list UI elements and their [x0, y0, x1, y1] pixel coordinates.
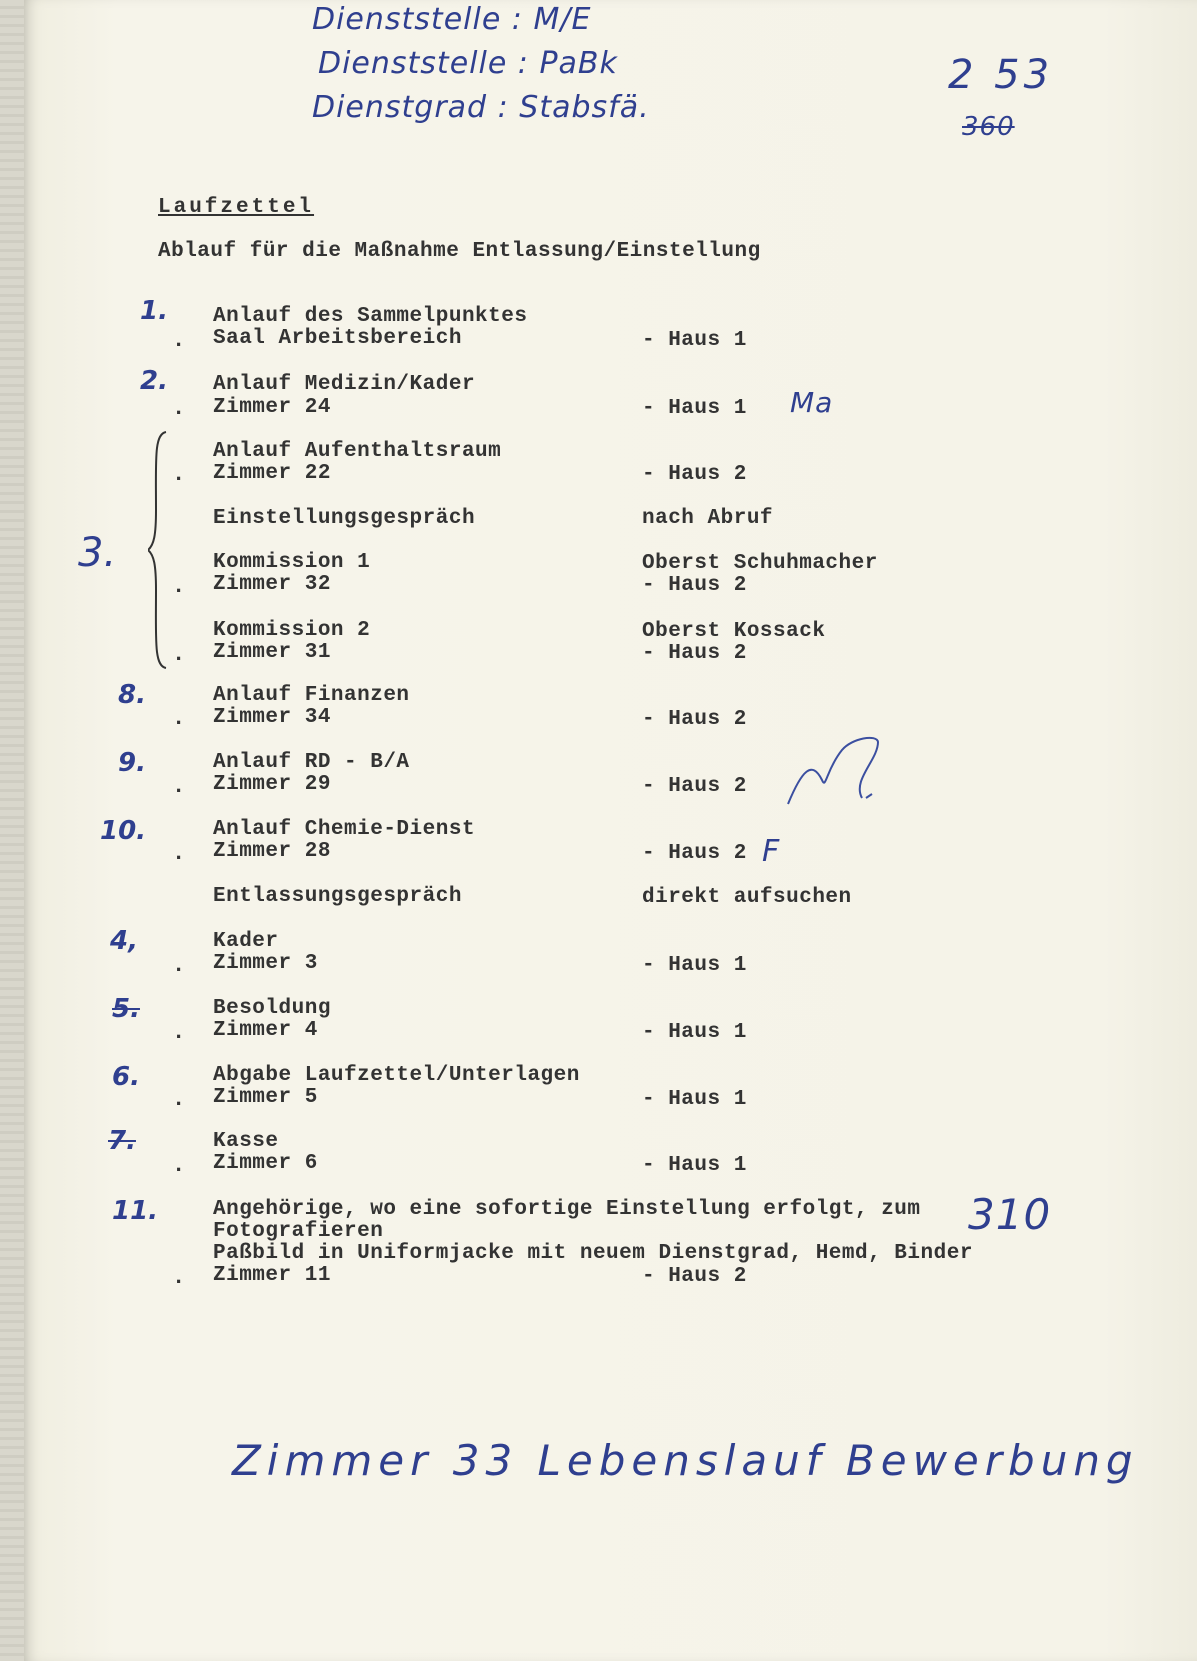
item-line1: Abgabe Laufzettel/Unterlagen	[213, 1064, 580, 1087]
item-location: - Haus 2	[642, 642, 747, 665]
item-line2: Zimmer 34	[213, 706, 331, 729]
bullet-dot: .	[172, 1265, 186, 1290]
bullet-dot: .	[172, 953, 186, 978]
item-location: - Haus 2	[642, 574, 747, 597]
item-line1: Einstellungsgespräch	[213, 507, 476, 530]
handwritten-item-number: 9.	[118, 748, 146, 778]
bullet-dot: .	[172, 1153, 186, 1178]
item-line1: Anlauf Finanzen	[213, 684, 410, 707]
item-line1: Kasse	[213, 1130, 279, 1153]
item-line1: Entlassungsgespräch	[213, 885, 462, 908]
item-location: - Haus 1	[642, 329, 747, 352]
item-line1: Anlauf Aufenthaltsraum	[213, 440, 502, 463]
handwritten-dienststelle-line-2: Dienststelle : PaBk	[318, 46, 618, 81]
item-line4: Zimmer 11	[213, 1264, 331, 1287]
item-line2: Zimmer 29	[213, 773, 331, 796]
item-line1: Anlauf Medizin/Kader	[213, 373, 476, 396]
item-note: Oberst Schuhmacher	[642, 552, 878, 575]
item-note: Oberst Kossack	[642, 620, 826, 643]
bullet-dot: .	[172, 328, 186, 353]
bullet-dot: .	[172, 774, 186, 799]
bullet-dot: .	[172, 841, 186, 866]
item-line2: Zimmer 3	[213, 952, 318, 975]
item-line2: Zimmer 5	[213, 1086, 318, 1109]
handwritten-item-number: 8.	[118, 680, 146, 710]
handwritten-item-number: 1.	[140, 296, 168, 326]
item-location: - Haus 1	[642, 1088, 747, 1111]
bullet-dot: .	[172, 396, 186, 421]
handwritten-item-number: 2.	[140, 366, 168, 396]
handwritten-footer-note: Zimmer 33 Lebenslauf Bewerbung	[232, 1436, 1139, 1485]
item-line2: Zimmer 32	[213, 573, 331, 596]
item-line3: Paßbild in Uniformjacke mit neuem Dienstgrad, Hemd, Binder	[213, 1242, 973, 1265]
item-location: - Haus 1	[642, 397, 747, 420]
item-line2: Zimmer 22	[213, 462, 331, 485]
item-line2: Zimmer 31	[213, 641, 331, 664]
item-line1: Kommission 1	[213, 551, 371, 574]
handwritten-item-number: 10.	[100, 816, 147, 846]
item-note: nach Abruf	[642, 507, 774, 530]
item-note: direkt aufsuchen	[642, 886, 852, 909]
handwritten-item-number: 5.	[112, 994, 140, 1024]
item-location: - Haus 2	[642, 463, 747, 486]
bullet-dot: .	[172, 1020, 186, 1045]
item-location: - Haus 1	[642, 1154, 747, 1177]
item-location: - Haus 2	[642, 775, 747, 798]
handwritten-ref-struck: 360	[962, 112, 1015, 142]
handwritten-item-number: 11.	[112, 1196, 159, 1226]
item-location: - Haus 2	[642, 842, 747, 865]
item-line1: Kommission 2	[213, 619, 371, 642]
item-line1: Kader	[213, 930, 279, 953]
item-line2: Fotografieren	[213, 1220, 384, 1243]
curly-brace-mark	[148, 430, 168, 670]
item-location: - Haus 1	[642, 1021, 747, 1044]
handwritten-check-f: F	[762, 834, 781, 869]
handwritten-signature-mark	[782, 730, 882, 810]
item-line1: Angehörige, wo eine sofortige Einstellung erfolgt, zum	[213, 1198, 921, 1221]
item-line2: Zimmer 24	[213, 396, 331, 419]
document-title: Laufzettel	[158, 196, 315, 219]
handwritten-item-number: 6.	[112, 1062, 140, 1092]
item-location: - Haus 2	[642, 1265, 747, 1288]
scanned-paper-edge	[0, 0, 24, 1661]
item-line1: Besoldung	[213, 997, 331, 1020]
item-line2: Zimmer 4	[213, 1019, 318, 1042]
item-location: - Haus 1	[642, 954, 747, 977]
handwritten-dienstgrad-line: Dienstgrad : Stabsfä.	[312, 90, 650, 125]
item-location: - Haus 2	[642, 708, 747, 731]
item-line1: Anlauf des Sammelpunktes	[213, 305, 528, 328]
bullet-dot: .	[172, 642, 186, 667]
handwritten-item-number: 7.	[108, 1126, 136, 1156]
handwritten-item-number: 4,	[110, 926, 138, 956]
bullet-dot: .	[172, 706, 186, 731]
bullet-dot: .	[172, 574, 186, 599]
handwritten-initials: Ma	[790, 386, 834, 419]
item-line1: Anlauf RD - B/A	[213, 751, 410, 774]
document-subtitle: Ablauf für die Maßnahme Entlassung/Einstellung	[158, 240, 761, 263]
handwritten-side-number: 310	[968, 1190, 1052, 1239]
handwritten-dienststelle-line: Dienststelle : M/E	[312, 2, 592, 37]
item-line2: Zimmer 28	[213, 840, 331, 863]
bullet-dot: .	[172, 1087, 186, 1112]
item-line2: Saal Arbeitsbereich	[213, 327, 462, 350]
item-line2: Zimmer 6	[213, 1152, 318, 1175]
item-line1: Anlauf Chemie-Dienst	[213, 818, 476, 841]
handwritten-item-number: 3.	[78, 530, 117, 576]
handwritten-ref-number: 2 53	[948, 52, 1054, 98]
bullet-dot: .	[172, 462, 186, 487]
